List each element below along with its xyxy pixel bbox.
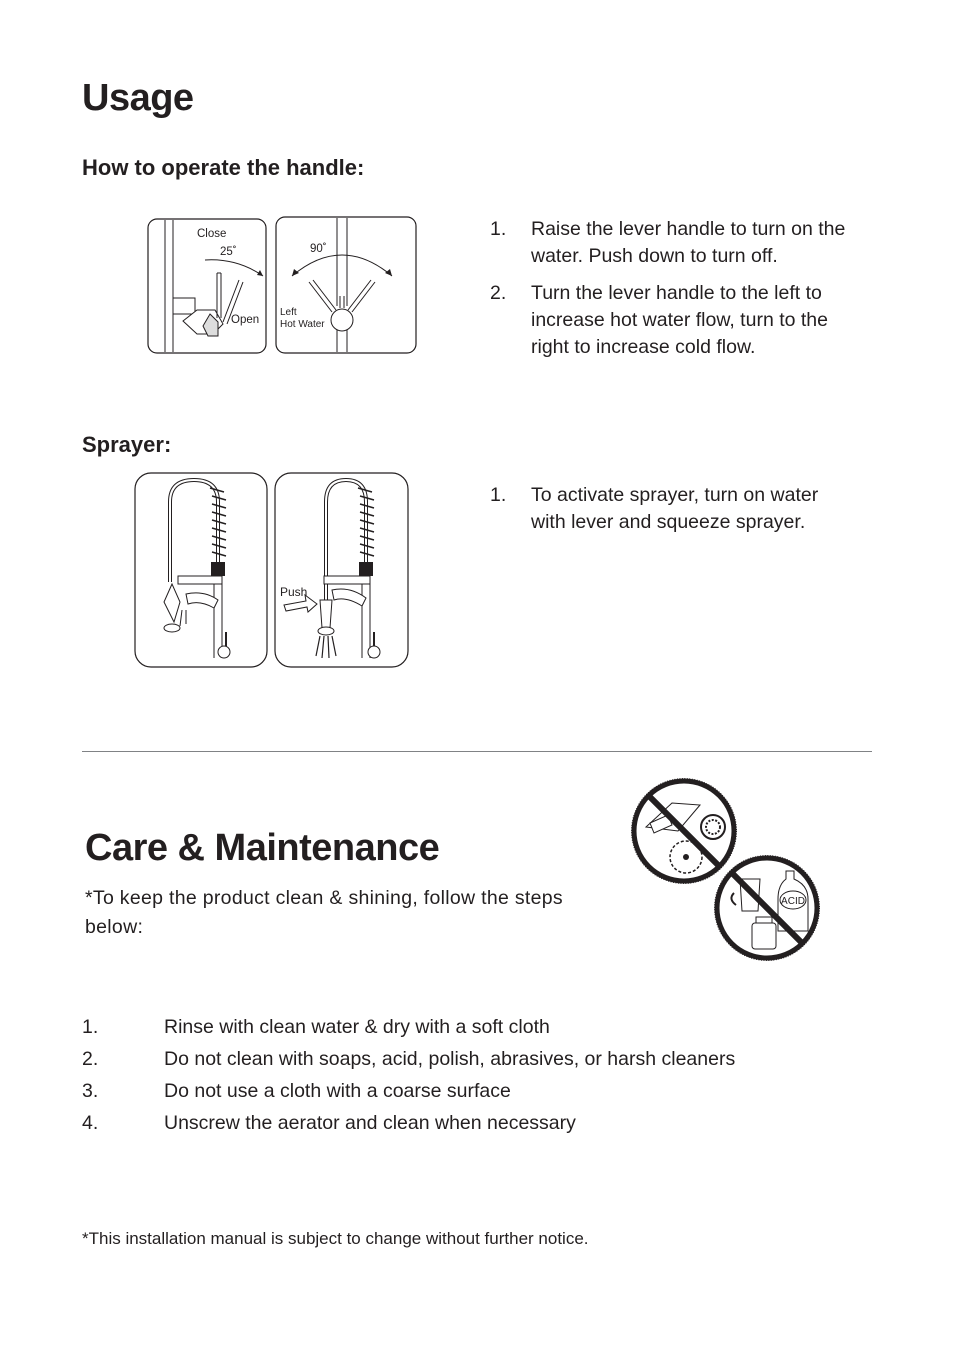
care-steps: [82, 1011, 882, 1139]
handle-vertical-diagram: [147, 218, 267, 355]
step-text: Raise the lever handle to turn on the water. Push down to turn off.: [531, 218, 846, 267]
left-label: Left: [280, 307, 297, 318]
usage-title: Usage: [82, 77, 194, 119]
care-intro: *To keep the product clean & shining, follow the steps below:: [85, 887, 563, 938]
list-item: [490, 482, 830, 536]
close-label: Close: [197, 228, 227, 240]
section-divider: [82, 751, 872, 752]
sprayer-heading: Sprayer:: [82, 432, 172, 457]
step-number: 2.: [82, 1048, 99, 1070]
step-text: Rinse with clean water & dry with a soft cloth: [164, 1016, 550, 1038]
step-number: 1.: [490, 218, 507, 240]
list-item: [490, 280, 850, 361]
sprayer-steps: [490, 482, 830, 546]
hot-water-label: Hot Water: [280, 319, 325, 330]
handle-steps: [490, 216, 850, 371]
handle-heading: How to operate the handle:: [82, 155, 365, 180]
step-text: Do not clean with soaps, acid, polish, abrasives, or harsh cleaners: [164, 1048, 736, 1070]
list-item: [82, 1075, 882, 1107]
handle-horizontal-diagram: [275, 216, 417, 355]
push-label: Push: [280, 585, 308, 599]
open-label: Open: [231, 314, 260, 326]
step-text: Unscrew the aerator and clean when necessary: [164, 1112, 576, 1134]
footnote: *This installation manual is subject to change without further notice.: [82, 1229, 589, 1248]
care-title: Care & Maintenance: [85, 827, 440, 869]
step-number: 2.: [490, 282, 507, 304]
step-number: 1.: [490, 484, 507, 506]
no-abrasives-icon: [628, 775, 824, 965]
step-number: 4.: [82, 1112, 99, 1134]
step-number: 3.: [82, 1080, 99, 1102]
step-number: 1.: [82, 1016, 99, 1038]
sprayer-diagram-idle: [134, 472, 268, 668]
list-item: [82, 1043, 882, 1075]
angle-25-label: 25˚: [220, 246, 237, 258]
list-item: [490, 216, 850, 270]
sprayer-diagram-push: [274, 472, 409, 668]
list-item: [82, 1011, 882, 1043]
step-text: Turn the lever handle to the left to increase hot water flow, turn to the right to increase cold flow.: [531, 282, 828, 358]
list-item: [82, 1107, 882, 1139]
acid-label: ACID: [781, 896, 805, 907]
angle-90-label: 90˚: [310, 243, 327, 255]
step-text: To activate sprayer, turn on water with lever and squeeze sprayer.: [531, 484, 819, 533]
step-text: Do not use a cloth with a coarse surface: [164, 1080, 511, 1102]
